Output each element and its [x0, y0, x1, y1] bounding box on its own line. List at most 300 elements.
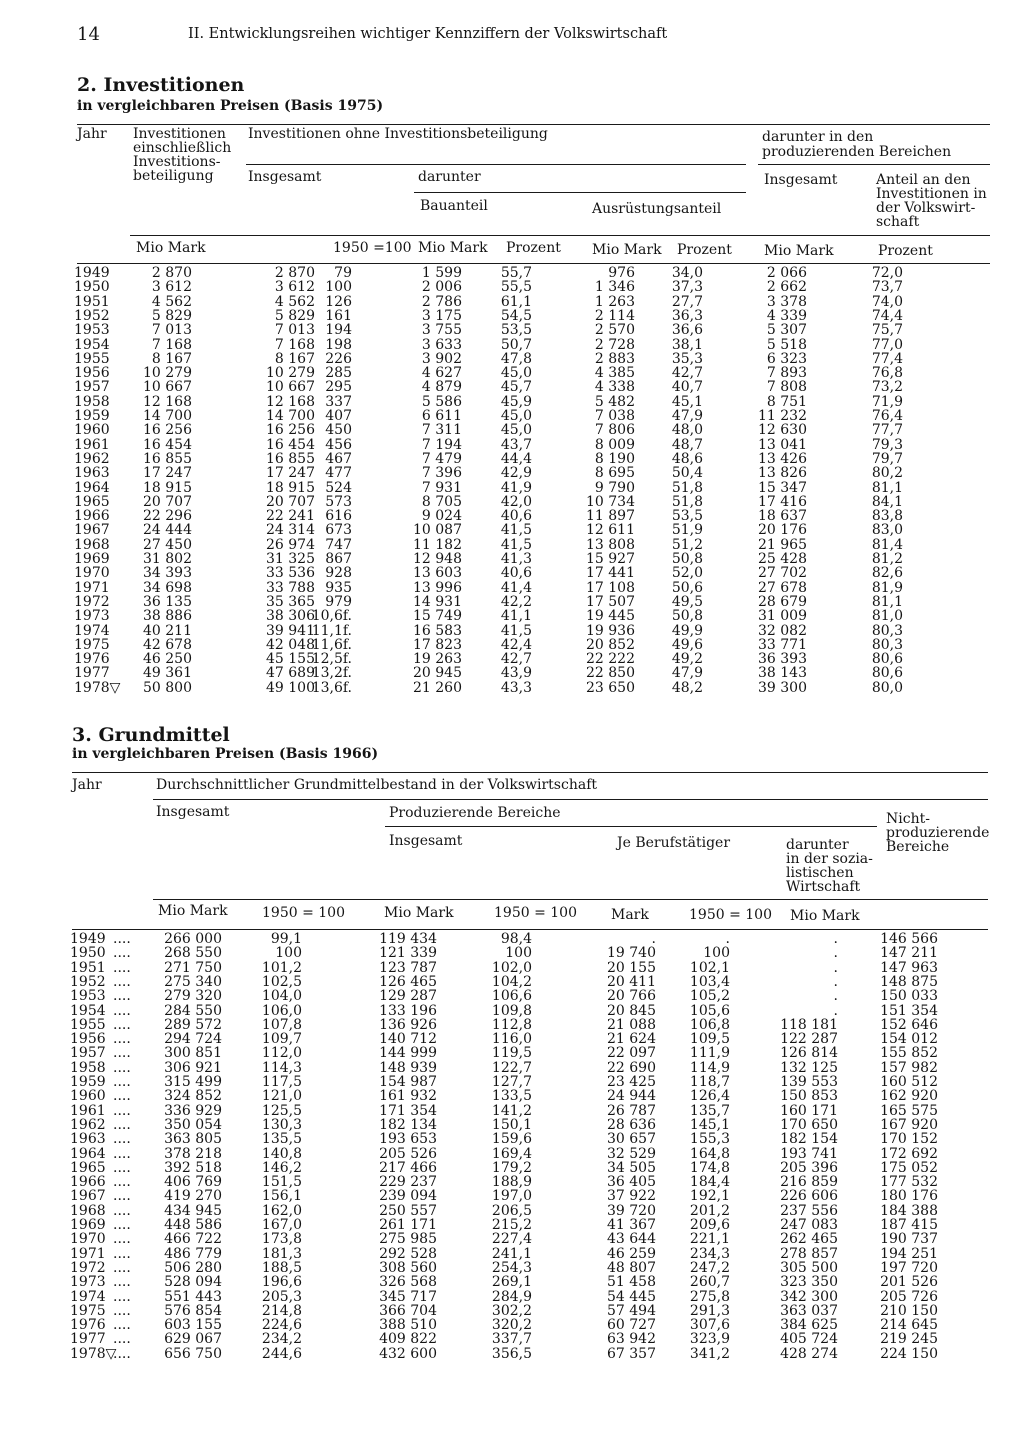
cell-total-index: 156,1: [261, 1188, 302, 1205]
cell-total-index: 112,0: [261, 1045, 302, 1062]
cell-prod-pct: 76,8: [871, 365, 903, 382]
cell-total-index: 224,6: [261, 1317, 302, 1334]
cell-prod-pct: 76,4: [871, 408, 903, 424]
cell-year: 1960: [74, 422, 110, 439]
cell-bau-mio: 3 755: [421, 322, 462, 339]
cell-prod-index: 337,7: [491, 1331, 532, 1348]
unit-miomark-g3: Mio Mark: [790, 908, 860, 924]
cell-total-index: 109,7: [261, 1031, 302, 1048]
cell-total: 10 279: [266, 365, 315, 382]
leader-dots: ....: [113, 1259, 131, 1276]
cell-year: 1962: [70, 1116, 106, 1133]
grundmittel-row: [0, 1261, 1024, 1275]
cell-beruf-mark: 63 942: [607, 1331, 656, 1348]
cell-total-mio: 279 320: [164, 988, 222, 1005]
cell-prod-pct: 81,2: [871, 551, 903, 567]
unit-miomark-3: Mio Mark: [592, 242, 662, 258]
cell-nicht-mio: 157 982: [880, 1059, 938, 1076]
cell-prod-mio: 31 009: [758, 608, 807, 625]
cell-sozial-mio: .: [833, 945, 838, 962]
cell-nicht-mio: 146 566: [880, 931, 938, 947]
cell-bau-mio: 8 705: [421, 493, 462, 510]
cell-incl-total: 10 667: [143, 379, 192, 396]
cell-nicht-mio: 201 526: [880, 1274, 938, 1291]
grundmittel-row: [0, 1147, 1024, 1161]
cell-ausr-pct: 52,0: [671, 565, 703, 582]
cell-total: 20 707: [266, 493, 315, 510]
cell-index: 407: [325, 408, 352, 424]
cell-prod-mio: 5 307: [766, 322, 807, 339]
cell-nicht-mio: 205 726: [880, 1288, 938, 1305]
leader-dots: ....: [113, 1188, 131, 1205]
cell-prod-mio: 7 808: [766, 379, 807, 396]
cell-ausr-pct: 51,8: [671, 493, 703, 510]
cell-prod-mio: 36 393: [758, 651, 807, 668]
cell-index: 935: [325, 579, 352, 596]
cell-prod-mio: 25 428: [758, 551, 807, 567]
cell-beruf-index: 174,8: [689, 1159, 730, 1176]
cell-beruf-mark: 37 922: [607, 1188, 656, 1205]
cell-prod-index: 98,4: [500, 931, 532, 947]
cell-prod-mio: 275 985: [379, 1231, 437, 1248]
leader-dots: ....: [113, 973, 131, 990]
cell-index: 616: [325, 508, 352, 525]
cell-ausr-mio: 7 806: [594, 422, 635, 439]
cell-total-index: 135,5: [261, 1131, 302, 1148]
cell-total: 47 689: [266, 665, 315, 682]
cell-beruf-mark: 46 259: [607, 1245, 656, 1262]
cell-beruf-index: 155,3: [689, 1131, 730, 1148]
cell-beruf-mark: 21 624: [607, 1031, 656, 1048]
cell-prod-pct: 77,0: [871, 336, 903, 353]
cell-sozial-mio: 132 125: [780, 1059, 838, 1076]
cell-prod-pct: 84,1: [871, 493, 903, 510]
cell-beruf-index: 341,2: [689, 1345, 730, 1362]
cell-prod-index: 227,4: [491, 1231, 532, 1248]
cell-beruf-mark: 43 644: [607, 1231, 656, 1248]
cell-sozial-mio: 226 606: [780, 1188, 838, 1205]
cell-prod-mio: 18 637: [758, 508, 807, 525]
cell-year: 1966: [70, 1174, 106, 1191]
cell-bau-pct: 45,9: [500, 393, 532, 410]
cell-nicht-mio: 162 920: [880, 1088, 938, 1105]
cell-bau-pct: 42,0: [500, 493, 532, 510]
cell-index: 673: [325, 522, 352, 539]
cell-total-mio: 629 067: [164, 1331, 222, 1348]
cell-year: 1969: [74, 551, 110, 567]
cell-nicht-mio: 197 720: [880, 1259, 938, 1276]
cell-prod-index: 159,6: [491, 1131, 532, 1148]
cell-bau-pct: 44,4: [500, 450, 532, 467]
cell-total-mio: 268 550: [164, 945, 222, 962]
cell-beruf-index: 105,2: [689, 988, 730, 1005]
grundmittel-row: [0, 1204, 1024, 1218]
cell-ausr-mio: 976: [608, 265, 635, 281]
cell-year: 1973: [70, 1274, 106, 1291]
cell-incl-total: 10 279: [143, 365, 192, 382]
cell-total-mio: 336 929: [164, 1102, 222, 1119]
cell-bau-pct: 45,0: [500, 422, 532, 439]
cell-total-mio: 284 550: [164, 1002, 222, 1019]
cell-incl-total: 2 870: [151, 265, 192, 281]
cell-year: 1958: [70, 1059, 106, 1076]
leader-dots: ....: [113, 1116, 131, 1133]
cell-index: 456: [325, 436, 352, 453]
cell-total: 8 167: [274, 350, 315, 367]
cell-total-mio: 275 340: [164, 973, 222, 990]
cell-beruf-index: .: [725, 931, 730, 947]
cell-bau-mio: 14 931: [413, 593, 462, 610]
cell-ausr-pct: 48,7: [671, 436, 703, 453]
cell-year: 1965: [74, 493, 110, 510]
cell-prod-pct: 77,7: [871, 422, 903, 439]
cell-total-index: 146,2: [261, 1159, 302, 1176]
cell-year: 1976: [70, 1317, 106, 1334]
cell-prod-mio: 33 771: [758, 636, 807, 653]
cell-incl-total: 49 361: [143, 665, 192, 682]
cell-nicht-mio: 194 251: [880, 1245, 938, 1262]
investitionen-row: [0, 609, 1024, 623]
grundmittel-row: [0, 1061, 1024, 1075]
cell-ausr-mio: 2 570: [594, 322, 635, 339]
col-header-anteil-1: Anteil an den: [876, 172, 971, 188]
grundmittel-row: [0, 1104, 1024, 1118]
leader-dots: ....: [113, 1074, 131, 1090]
col-header-nicht-3: Bereiche: [886, 839, 950, 855]
cell-prod-pct: 82,6: [871, 565, 903, 582]
cell-incl-total: 31 802: [143, 551, 192, 567]
cell-prod-pct: 80,3: [871, 636, 903, 653]
leader-dots: ....: [113, 1145, 131, 1162]
investitionen-row: [0, 380, 1024, 394]
cell-nicht-mio: 152 646: [880, 1016, 938, 1033]
cell-total: 16 454: [266, 436, 315, 453]
leader-dots: ....: [113, 1302, 131, 1319]
cell-total: 24 314: [266, 522, 315, 539]
cell-prod-mio: 6 323: [766, 350, 807, 367]
cell-ausr-mio: 19 445: [586, 608, 635, 625]
cell-sozial-mio: 122 287: [780, 1031, 838, 1048]
cell-ausr-mio: 19 936: [586, 622, 635, 639]
cell-bau-pct: 55,5: [500, 279, 532, 296]
cell-index: 979: [325, 593, 352, 610]
investitionen-row: [0, 552, 1024, 566]
cell-prod-mio: 126 465: [379, 973, 437, 990]
cell-prod-mio: 136 926: [379, 1016, 437, 1033]
cell-prod-index: 302,2: [491, 1302, 532, 1319]
cell-beruf-mark: 20 845: [607, 1002, 656, 1019]
cell-year: 1955: [70, 1016, 106, 1033]
cell-total-mio: 300 851: [164, 1045, 222, 1062]
cell-total-index: 234,2: [261, 1331, 302, 1348]
cell-year: 1969: [70, 1217, 106, 1233]
cell-prod-mio: 2 066: [766, 265, 807, 281]
cell-sozial-mio: 405 724: [780, 1331, 838, 1348]
cell-year: 1967: [74, 522, 110, 539]
grundmittel-row: [0, 1118, 1024, 1132]
investitionen-row: [0, 523, 1024, 537]
unit-prozent-3: Prozent: [878, 243, 933, 259]
cell-beruf-index: 114,9: [689, 1059, 730, 1076]
investitionen-row: [0, 423, 1024, 437]
cell-prod-pct: 81,4: [871, 536, 903, 553]
cell-prod-index: 112,8: [491, 1016, 532, 1033]
cell-total-index: 106,0: [261, 1002, 302, 1019]
cell-total-mio: 603 155: [164, 1317, 222, 1334]
cell-prod-index: 188,9: [491, 1174, 532, 1191]
cell-index: 11,1f.: [311, 622, 352, 639]
cell-year: 1976: [74, 651, 110, 668]
cell-total: 22 241: [266, 508, 315, 525]
cell-prod-index: 320,2: [491, 1317, 532, 1334]
col-header-jahr: Jahr: [77, 126, 107, 142]
leader-dots: ....: [113, 988, 131, 1005]
cell-beruf-mark: 28 636: [607, 1116, 656, 1133]
cell-total: 33 788: [266, 579, 315, 596]
cell-prod-mio: 129 287: [379, 988, 437, 1005]
cell-incl-total: 7 013: [151, 322, 192, 339]
col-header-nicht-2: produzierende: [886, 825, 990, 841]
cell-year: 1963: [70, 1131, 106, 1148]
cell-incl-total: 50 800: [143, 679, 192, 696]
investitionen-row: [0, 581, 1024, 595]
cell-year: 1977: [70, 1331, 106, 1348]
cell-prod-mio: 5 518: [766, 336, 807, 353]
cell-beruf-index: 234,3: [689, 1245, 730, 1262]
cell-beruf-index: 184,4: [689, 1174, 730, 1191]
cell-prod-pct: 79,3: [871, 436, 903, 453]
cell-beruf-mark: 36 405: [607, 1174, 656, 1191]
cell-total: 31 325: [266, 551, 315, 567]
cell-beruf-mark: .: [651, 931, 656, 947]
cell-ausr-pct: 48,0: [671, 422, 703, 439]
unit-miomark-1: Mio Mark: [136, 240, 206, 256]
cell-prod-pct: 71,9: [871, 393, 903, 410]
investitionen-row: [0, 352, 1024, 366]
cell-bau-mio: 7 396: [421, 465, 462, 482]
grundmittel-row: [0, 1075, 1024, 1089]
cell-beruf-mark: 30 657: [607, 1131, 656, 1148]
col-header-insgesamt-2: Insgesamt: [156, 804, 230, 820]
cell-total: 14 700: [266, 408, 315, 424]
unit-prozent-1: Prozent: [506, 240, 561, 256]
cell-ausr-pct: 51,2: [671, 536, 703, 553]
leader-dots: ....: [113, 1317, 131, 1334]
cell-bau-mio: 21 260: [413, 679, 462, 696]
cell-beruf-mark: 48 807: [607, 1259, 656, 1276]
cell-incl-total: 24 444: [143, 522, 192, 539]
grundmittel-row: [0, 961, 1024, 975]
cell-total-mio: 528 094: [164, 1274, 222, 1291]
cell-year: 1975: [70, 1302, 106, 1319]
cell-total-index: 125,5: [261, 1102, 302, 1119]
cell-year: 1973: [74, 608, 110, 625]
cell-ausr-mio: 12 611: [586, 522, 635, 539]
cell-prod-mio: 28 679: [758, 593, 807, 610]
cell-prod-index: 109,8: [491, 1002, 532, 1019]
cell-bau-pct: 45,0: [500, 408, 532, 424]
cell-prod-mio: 123 787: [379, 959, 437, 976]
cell-ausr-mio: 17 108: [586, 579, 635, 596]
cell-total-mio: 324 852: [164, 1088, 222, 1105]
cell-prod-pct: 81,1: [871, 593, 903, 610]
investitionen-row: [0, 323, 1024, 337]
investitionen-row: [0, 366, 1024, 380]
cell-sozial-mio: .: [833, 988, 838, 1005]
unit-index-g1: 1950 = 100: [262, 905, 345, 921]
cell-index: 285: [325, 365, 352, 382]
investitionen-row: [0, 595, 1024, 609]
cell-incl-total: 27 450: [143, 536, 192, 553]
grundmittel-row: [0, 1247, 1024, 1261]
leader-dots: ....: [113, 1088, 131, 1105]
cell-total-index: 196,6: [261, 1274, 302, 1291]
cell-total-index: 102,5: [261, 973, 302, 990]
cell-prod-mio: 27 678: [758, 579, 807, 596]
cell-index: 161: [325, 307, 352, 324]
cell-nicht-mio: 160 512: [880, 1074, 938, 1090]
cell-year: 1951: [70, 959, 106, 976]
cell-bau-mio: 10 087: [413, 522, 462, 539]
cell-bau-mio: 3 175: [421, 307, 462, 324]
investitionen-row: [0, 495, 1024, 509]
cell-prod-mio: 7 893: [766, 365, 807, 382]
cell-sozial-mio: 170 650: [780, 1116, 838, 1133]
cell-bau-pct: 41,1: [500, 608, 532, 625]
leader-dots: ....: [113, 945, 131, 962]
running-header: II. Entwicklungsreihen wichtiger Kennziffern der Volkswirtschaft: [188, 26, 668, 42]
col-header-sozial-4: Wirtschaft: [786, 879, 861, 895]
cell-year: 1960: [70, 1088, 106, 1105]
cell-ausr-mio: 11 897: [586, 508, 635, 525]
cell-incl-total: 5 829: [151, 307, 192, 324]
cell-bau-mio: 7 931: [421, 479, 462, 496]
cell-ausr-pct: 38,1: [671, 336, 703, 353]
cell-index: 477: [325, 465, 352, 482]
cell-year: 1951: [74, 293, 110, 310]
cell-beruf-index: 126,4: [689, 1088, 730, 1105]
cell-prod-index: 133,5: [491, 1088, 532, 1105]
cell-bau-mio: 3 902: [421, 350, 462, 367]
cell-total-mio: 315 499: [164, 1074, 222, 1090]
cell-prod-pct: 80,2: [871, 465, 903, 482]
cell-year: 1953: [70, 988, 106, 1005]
cell-ausr-mio: 23 650: [586, 679, 635, 696]
cell-bau-pct: 41,5: [500, 536, 532, 553]
investitionen-row: [0, 681, 1024, 695]
cell-sozial-mio: 247 083: [780, 1217, 838, 1233]
cell-year: 1952: [70, 973, 106, 990]
cell-bau-pct: 42,9: [500, 465, 532, 482]
cell-nicht-mio: 177 532: [880, 1174, 938, 1191]
cell-prod-mio: 13 426: [758, 450, 807, 467]
cell-prod-mio: 432 600: [379, 1345, 437, 1362]
cell-year: 1959: [70, 1074, 106, 1090]
cell-index: 12,5f.: [311, 651, 352, 668]
cell-bau-mio: 7 479: [421, 450, 462, 467]
cell-prod-index: 284,9: [491, 1288, 532, 1305]
grundmittel-row: [0, 989, 1024, 1003]
cell-bau-pct: 41,5: [500, 522, 532, 539]
cell-incl-total: 22 296: [143, 508, 192, 525]
cell-beruf-index: 106,8: [689, 1016, 730, 1033]
unit-miomark-g2: Mio Mark: [384, 905, 454, 921]
investitionen-row: [0, 566, 1024, 580]
cell-sozial-mio: .: [833, 959, 838, 976]
cell-beruf-mark: 67 357: [607, 1345, 656, 1362]
cell-total-index: 188,5: [261, 1259, 302, 1276]
leader-dots: ....: [113, 1016, 131, 1033]
cell-prod-mio: 144 999: [379, 1045, 437, 1062]
investitionen-row: [0, 666, 1024, 680]
cell-beruf-mark: 24 944: [607, 1088, 656, 1105]
cell-ausr-mio: 7 038: [594, 408, 635, 424]
cell-index: 295: [325, 379, 352, 396]
cell-incl-total: 18 915: [143, 479, 192, 496]
cell-prod-index: 119,5: [491, 1045, 532, 1062]
grundmittel-row: [0, 1189, 1024, 1203]
cell-bau-mio: 12 948: [413, 551, 462, 567]
grundmittel-row: [0, 946, 1024, 960]
cell-prod-mio: 366 704: [379, 1302, 437, 1319]
cell-year: 1968: [70, 1202, 106, 1219]
cell-year: 1974: [74, 622, 110, 639]
cell-total-mio: 406 769: [164, 1174, 222, 1191]
cell-prod-index: 254,3: [491, 1259, 532, 1276]
cell-ausr-mio: 22 850: [586, 665, 635, 682]
leader-dots: ....: [113, 1345, 131, 1362]
grundmittel-row: [0, 1175, 1024, 1189]
cell-prod-index: 104,2: [491, 973, 532, 990]
cell-total: 49 100: [266, 679, 315, 696]
cell-prod-index: 100: [505, 945, 532, 962]
cell-prod-mio: 409 822: [379, 1331, 437, 1348]
cell-prod-index: 206,5: [491, 1202, 532, 1219]
cell-prod-mio: 119 434: [379, 931, 437, 947]
leader-dots: ....: [113, 1002, 131, 1019]
cell-year: 1971: [70, 1245, 106, 1262]
cell-prod-mio: 345 717: [379, 1288, 437, 1305]
cell-beruf-index: 192,1: [689, 1188, 730, 1205]
cell-nicht-mio: 147 211: [880, 945, 938, 962]
cell-year: 1961: [74, 436, 110, 453]
cell-ausr-mio: 5 482: [594, 393, 635, 410]
cell-prod-index: 127,7: [491, 1074, 532, 1090]
cell-ausr-mio: 4 338: [594, 379, 635, 396]
cell-ausr-mio: 22 222: [586, 651, 635, 668]
cell-sozial-mio: 428 274: [780, 1345, 838, 1362]
cell-prod-mio: 13 826: [758, 465, 807, 482]
cell-beruf-index: 164,8: [689, 1145, 730, 1162]
col-header-prod-insgesamt-2: Insgesamt: [389, 833, 463, 849]
cell-prod-pct: 83,8: [871, 508, 903, 525]
cell-incl-total: 16 855: [143, 450, 192, 467]
cell-total-mio: 306 921: [164, 1059, 222, 1076]
cell-beruf-mark: 41 367: [607, 1217, 656, 1233]
cell-beruf-index: 105,6: [689, 1002, 730, 1019]
cell-ausr-mio: 2 883: [594, 350, 635, 367]
cell-ausr-pct: 48,6: [671, 450, 703, 467]
grundmittel-row: [0, 1232, 1024, 1246]
cell-beruf-mark: 23 425: [607, 1074, 656, 1090]
cell-incl-total: 40 211: [143, 622, 192, 639]
grundmittel-row: [0, 1046, 1024, 1060]
cell-total: 42 048: [266, 636, 315, 653]
cell-prod-pct: 74,0: [871, 293, 903, 310]
cell-total-mio: 289 572: [164, 1016, 222, 1033]
cell-ausr-pct: 51,8: [671, 479, 703, 496]
cell-sozial-mio: 216 859: [780, 1174, 838, 1191]
